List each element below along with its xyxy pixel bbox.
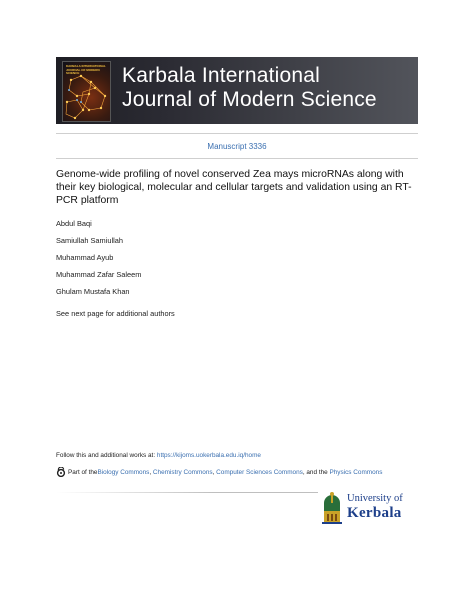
author-name: Samiullah Samiullah: [56, 236, 123, 245]
author-name: Muhammad Ayub: [56, 253, 114, 262]
divider-bottom: [56, 158, 418, 159]
part-of-prefix: Part of the: [68, 468, 98, 476]
university-line1: University of: [347, 493, 403, 504]
follow-line: [56, 452, 261, 459]
logo-divider: [56, 492, 318, 493]
article-title: Genome-wide profiling of novel conserved Zea mays microRNAs along with their key biological, molecular and cellular targets and validation using an RT-PCR platform: [56, 169, 412, 206]
follow-prefix: Follow this and additional works at:: [56, 452, 157, 459]
cover-network-graphic: [63, 72, 110, 121]
university-seal-icon: [321, 491, 343, 525]
author-name: Muhammad Zafar Saleem: [56, 270, 142, 279]
commons-link-biology[interactable]: Biology Commons: [97, 468, 150, 476]
journal-title-line1: Karbala International: [122, 64, 320, 87]
divider-top: [56, 133, 418, 134]
commons-link-computer-sciences[interactable]: Computer Sciences Commons: [216, 468, 303, 476]
journal-banner: [56, 57, 418, 124]
repository-link[interactable]: https://kijoms.uokerbala.edu.iq/home: [156, 452, 261, 459]
additional-authors-note: See next page for additional authors: [56, 309, 175, 318]
separator: ,: [149, 468, 153, 476]
author-list: [56, 219, 141, 304]
open-access-icon: [56, 467, 66, 477]
university-logo: [321, 489, 421, 529]
cover-title: KARBALA INTERNATIONAL JOURNAL OF MODERN SCIENCE: [66, 64, 106, 75]
part-of-line: [56, 467, 382, 477]
part-of-and: , and the: [302, 468, 330, 476]
journal-cover-image: [62, 61, 111, 122]
manuscript-number: Manuscript 3336: [207, 142, 267, 151]
separator: ,: [212, 468, 217, 476]
journal-title-line2: Journal of Modern Science: [122, 88, 377, 111]
university-name: Kerbala: [347, 505, 402, 521]
author-name: Ghulam Mustafa Khan: [56, 287, 130, 296]
commons-link-physics[interactable]: Physics Commons: [329, 468, 383, 476]
journal-title: [122, 64, 377, 112]
author-name: Abdul Baqi: [56, 219, 92, 228]
commons-link-chemistry[interactable]: Chemistry Commons: [152, 468, 213, 476]
